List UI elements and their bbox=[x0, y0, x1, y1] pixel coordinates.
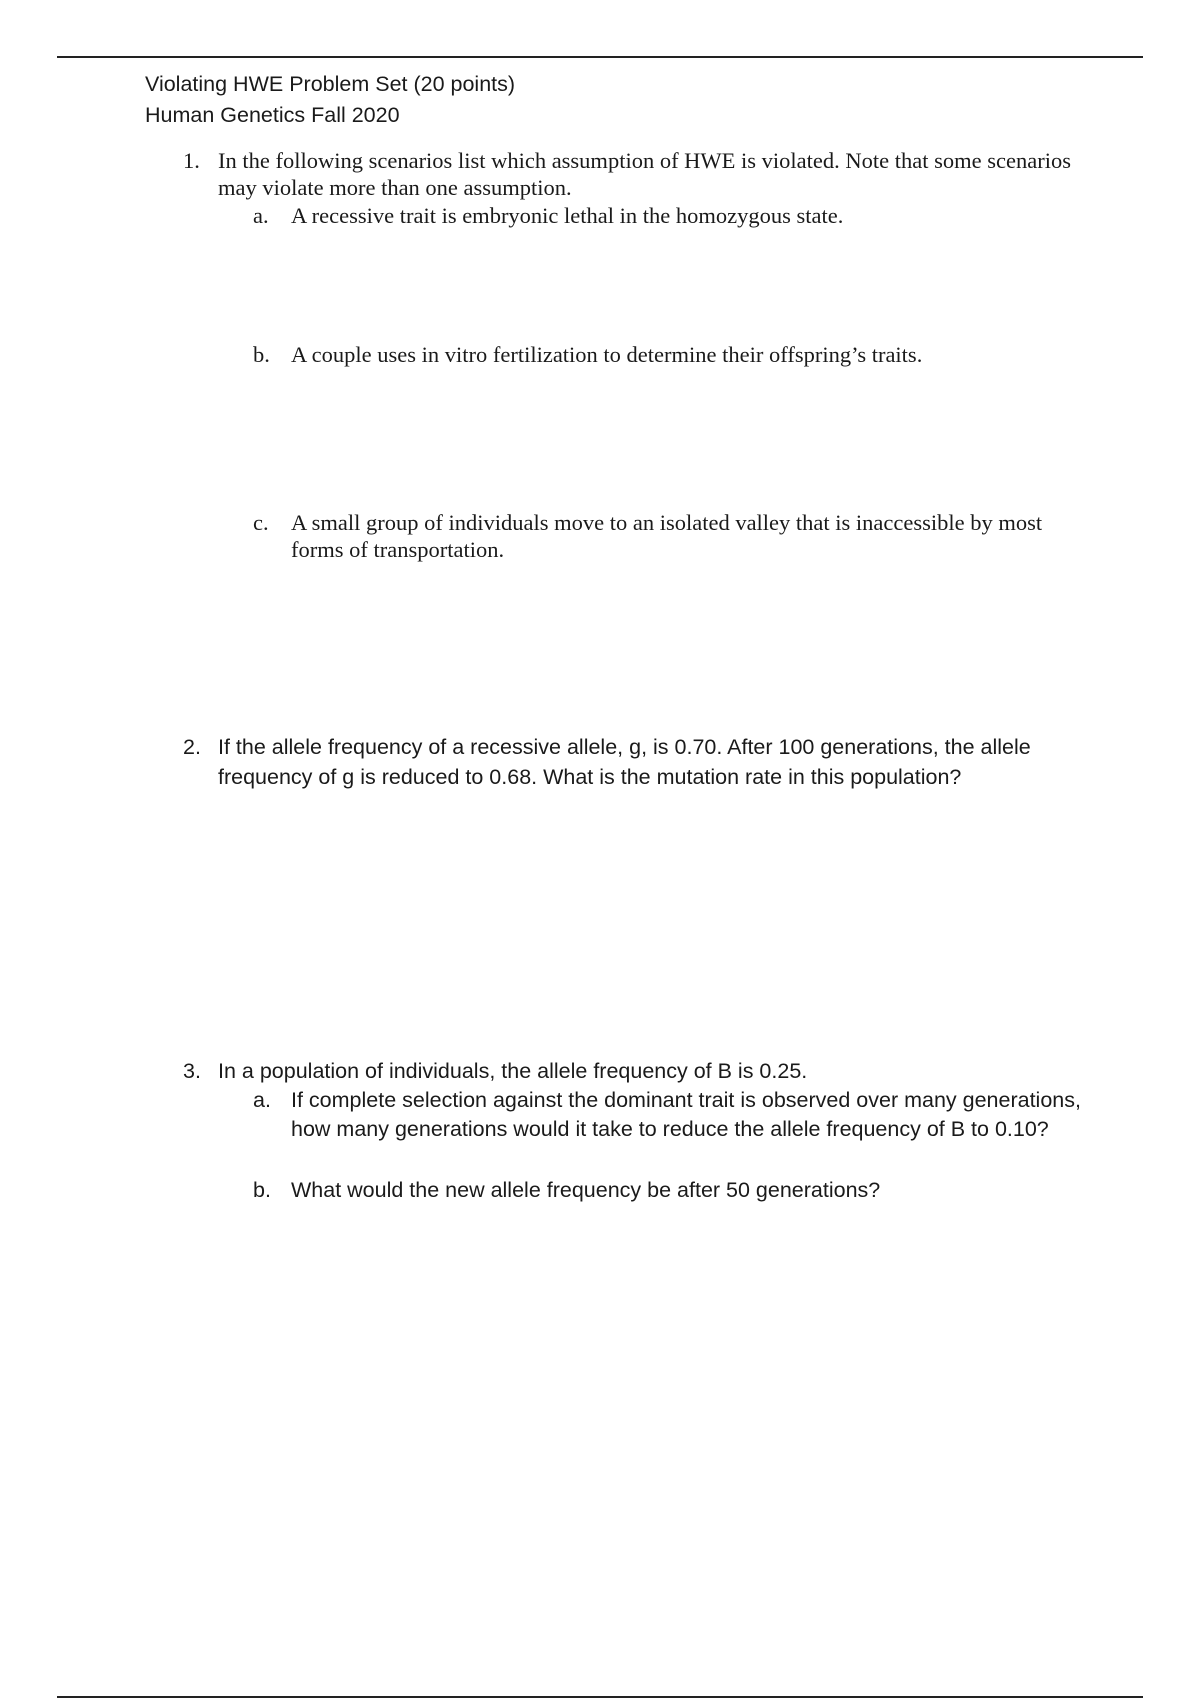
question-3a-text: If complete selection against the dominant trait is observed over many generations, how many generations would it take to reduce the allele frequency of B to 0.10? bbox=[291, 1088, 1081, 1141]
question-2-text: If the allele frequency of a recessive allele, g, is 0.70. After 100 generations, the allele frequency of g is reduced to 0.68. What is the mutation rate in this population? bbox=[218, 735, 1031, 789]
question-1b-label: b. bbox=[253, 342, 270, 367]
question-1a bbox=[253, 202, 1093, 229]
question-3b bbox=[253, 1176, 1093, 1205]
question-1a-label: a. bbox=[253, 203, 269, 228]
question-1b bbox=[253, 341, 1093, 368]
question-3a bbox=[253, 1086, 1088, 1144]
top-rule bbox=[57, 56, 1143, 58]
question-1c-label: c. bbox=[253, 510, 269, 535]
question-1 bbox=[183, 147, 1083, 201]
document-title: Violating HWE Problem Set (20 points) bbox=[145, 72, 516, 96]
question-2-number: 2. bbox=[183, 735, 201, 759]
question-1a-text: A recessive trait is embryonic lethal in the homozygous state. bbox=[291, 203, 844, 228]
question-1-number: 1. bbox=[183, 148, 200, 173]
question-1c bbox=[253, 509, 1053, 563]
question-3b-text: What would the new allele frequency be after 50 generations? bbox=[291, 1178, 881, 1202]
course-name: Human Genetics Fall 2020 bbox=[145, 103, 400, 127]
question-3 bbox=[183, 1056, 1083, 1086]
question-1-text: In the following scenarios list which assumption of HWE is violated. Note that some scenarios may violate more than one assumption. bbox=[218, 148, 1071, 200]
question-2 bbox=[183, 732, 1083, 792]
question-3-text: In a population of individuals, the allele frequency of B is 0.25. bbox=[218, 1059, 808, 1083]
question-3b-label: b. bbox=[253, 1178, 271, 1202]
question-3-number: 3. bbox=[183, 1059, 201, 1083]
question-1c-text: A small group of individuals move to an isolated valley that is inaccessible by most forms of transportation. bbox=[291, 510, 1043, 562]
bottom-rule bbox=[57, 1696, 1143, 1698]
question-3a-label: a. bbox=[253, 1088, 271, 1112]
question-1b-text: A couple uses in vitro fertilization to determine their offspring’s traits. bbox=[291, 342, 923, 367]
